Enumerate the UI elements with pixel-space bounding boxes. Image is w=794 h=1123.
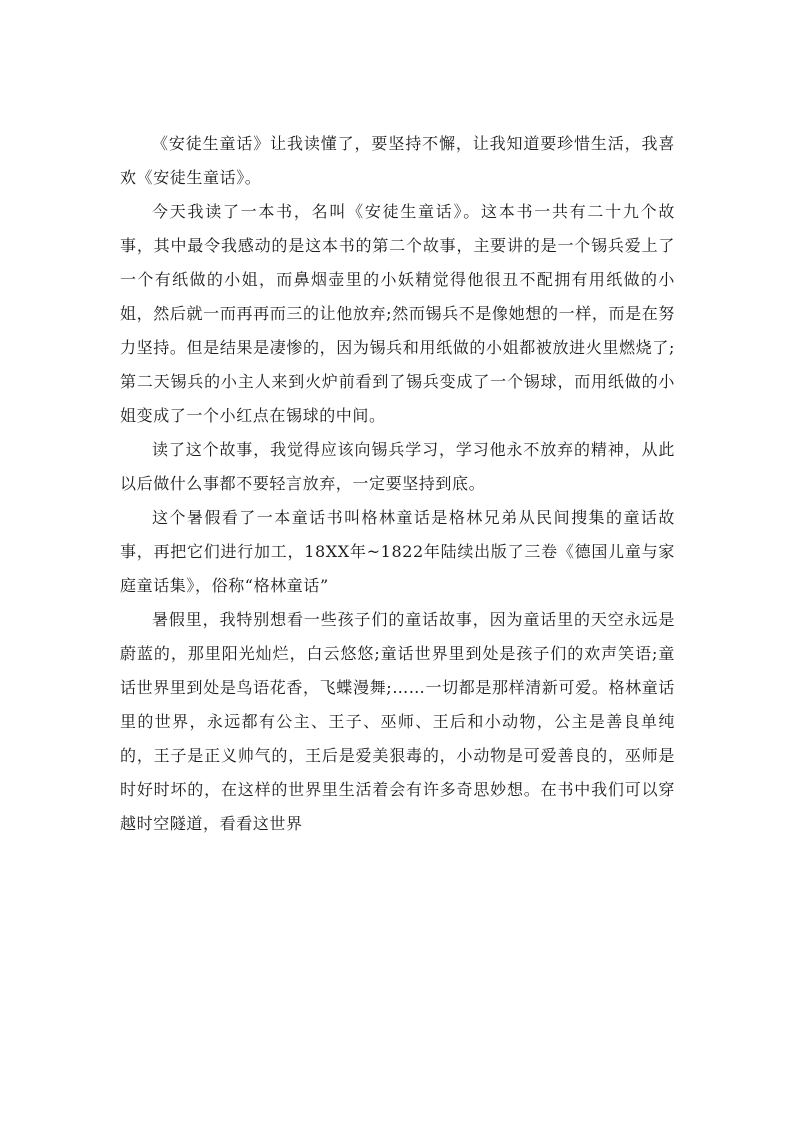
paragraph-5: 暑假里，我特别想看一些孩子们的童话故事，因为童话里的天空永远是蔚蓝的，那里阳光灿烂，白云悠悠;童话世界里到处是孩子们的欢声笑语;童话世界里到处是鸟语花香，飞蝶漫舞;……一切都是那样清新可爱。格林童话里的世界，永远都有公主、王子、巫师、王后和小动物，公主是善良单纯的，王子是正义帅气的，王后是爱美狠毒的，小动物是可爱善良的，巫师是时好时坏的，在这样的世界里生活着会有许多奇思妙想。在书中我们可以穿越时空隧道，看看这世界 — [120, 610, 675, 833]
paragraph-1: 《安徒生童话》让我读懂了，要坚持不懈，让我知道要珍惜生活，我喜欢《安徒生童话》。 — [120, 134, 675, 187]
document-body — [120, 127, 675, 841]
paragraph-4: 这个暑假看了一本童话书叫格林童话是格林兄弟从民间搜集的童话故事，再把它们进行加工，18XX年~1822年陆续出版了三卷《德国儿童与家庭童话集》，俗称“格林童话” — [120, 508, 675, 595]
paragraph-3: 读了这个故事，我觉得应该向锡兵学习，学习他永不放弃的精神，从此以后做什么事都不要轻言放弃，一定要坚持到底。 — [120, 440, 675, 493]
paragraph-2: 今天我读了一本书，名叫《安徒生童话》。这本书一共有二十九个故事，其中最令我感动的是这本书的第二个故事，主要讲的是一个锡兵爱上了一个有纸做的小姐，而鼻烟壶里的小妖精觉得他很丑不配拥有用纸做的小姐，然后就一而再再而三的让他放弃;然而锡兵不是像她想的一样，而是在努力坚持。但是结果是凄惨的，因为锡兵和用纸做的小姐都被放进火里燃烧了;第二天锡兵的小主人来到火炉前看到了锡兵变成了一个锡球，而用纸做的小姐变成了一个小红点在锡球的中间。 — [120, 202, 675, 425]
